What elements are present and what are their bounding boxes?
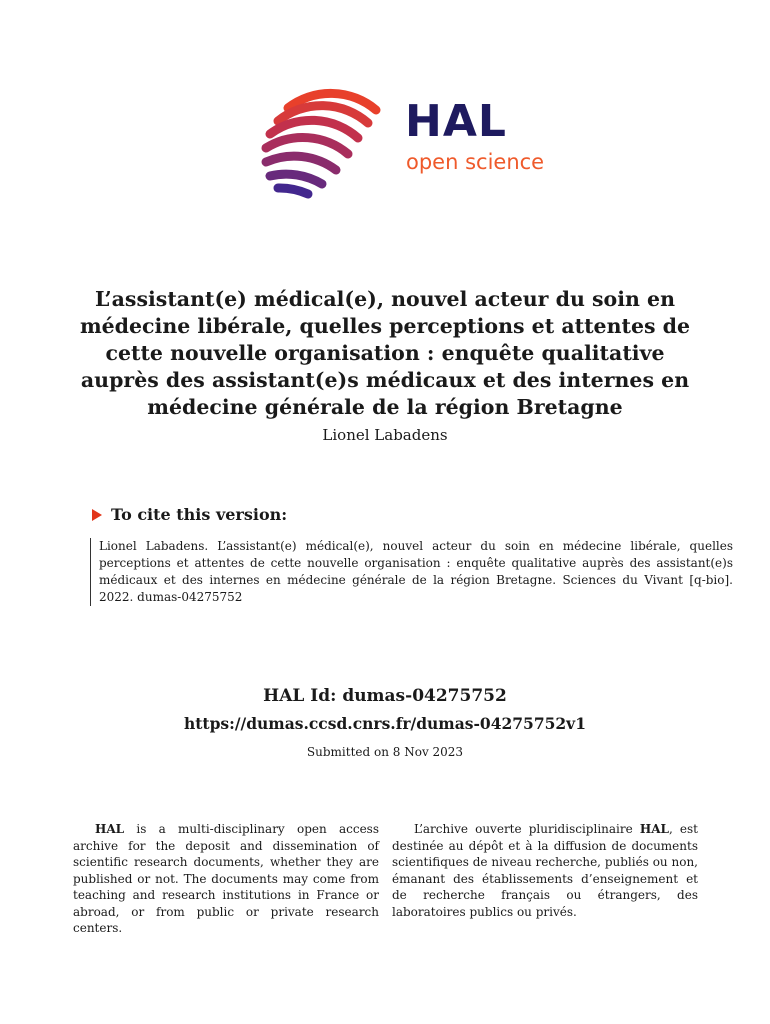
notice-fr-lead: HAL bbox=[639, 822, 669, 836]
citation-text: Lionel Labadens. L’assistant(e) médical(e), nouvel acteur du soin en médecine libérale, quelles perceptions et attentes de cette nouvelle organisation : enquête qualitative auprès des assistant(e)s médicaux et des internes en médecine générale de la région Bretagne. Sciences du Vivant [q-bio]. 2022. dumas-04275752 bbox=[90, 538, 733, 606]
cite-heading-label: To cite this version: bbox=[111, 505, 288, 524]
hal-tagline: open science bbox=[406, 150, 545, 174]
notice-en-lead: HAL bbox=[95, 822, 125, 836]
hal-wordmark: HAL bbox=[405, 96, 507, 147]
notice-fr-text: , est destinée au dépôt et à la diffusion de documents scientifiques de niveau recherche, publiés ou non, émanant des établissements d’enseignement et de recherche français ou étrangers, des laboratoires publics ou privés. bbox=[392, 822, 698, 919]
submitted-date: Submitted on 8 Nov 2023 bbox=[306, 745, 464, 759]
notice-fr-pre: L’archive ouverte pluridisciplinaire bbox=[414, 822, 640, 836]
hal-logo bbox=[258, 88, 558, 200]
hal-logo-arcs-icon bbox=[258, 88, 398, 200]
notice-en-text: is a multi-disciplinary open access archive for the deposit and dissemination of scientific research documents, whether they are published or not. The documents may come from teaching and research institutions in France or abroad, or from public or private research centers. bbox=[73, 822, 379, 935]
document-author: Lionel Labadens bbox=[322, 426, 448, 444]
notice-english bbox=[73, 821, 379, 937]
cite-heading bbox=[92, 505, 287, 524]
document-title: L’assistant(e) médical(e), nouvel acteur du soin en médecine libérale, quelles perceptions et attentes de cette nouvelle organisation : enquête qualitative auprès des assistant(e)s médicaux et des internes en médecine générale de la région Bretagne bbox=[79, 287, 691, 419]
notice-french bbox=[392, 821, 698, 920]
hal-url-link[interactable]: https://dumas.ccsd.cnrs.fr/dumas-04275752v1 bbox=[184, 714, 586, 733]
triangle-bullet-icon bbox=[92, 509, 102, 521]
hal-id: HAL Id: dumas-04275752 bbox=[263, 686, 507, 706]
